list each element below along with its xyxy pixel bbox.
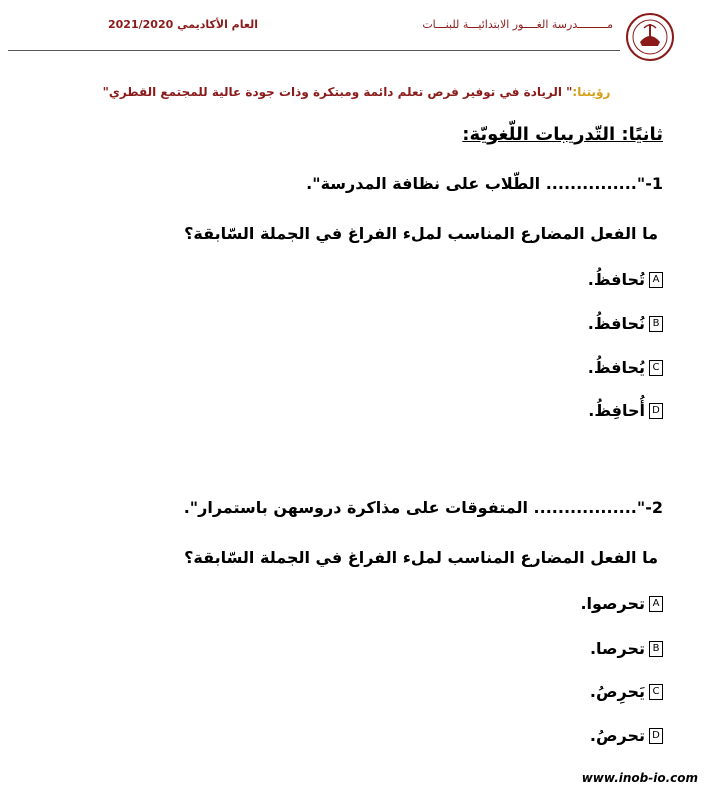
- option-letter-box[interactable]: D: [649, 403, 663, 419]
- question-1-prompt: ما الفعل المضارع المناسب لملء الفراغ في الجملة السّابقة؟: [184, 224, 658, 243]
- option-text: يُحافظُ.: [587, 358, 645, 377]
- school-name: مـــــــــدرسة الغــــور الابتدائيـــة للبنـــات: [422, 18, 613, 31]
- question-2-option-d[interactable]: [590, 726, 663, 745]
- question-2-option-a[interactable]: [580, 594, 663, 613]
- option-letter-box[interactable]: D: [649, 728, 663, 744]
- option-text: نُحافظُ.: [587, 314, 645, 333]
- option-text: تحرصا.: [589, 639, 645, 658]
- question-1-option-a[interactable]: [588, 270, 663, 289]
- option-text: أُحافِظُ.: [588, 401, 645, 420]
- vision-text: " الريادة في توفير فرص تعلم دائمة ومبتكرة وذات جودة عالية للمجتمع القطري": [102, 85, 573, 99]
- option-letter-box[interactable]: C: [649, 684, 663, 700]
- vision-label: رؤيتنا:: [572, 85, 611, 99]
- question-1-option-c[interactable]: [588, 358, 663, 377]
- page-header: [0, 0, 713, 55]
- header-divider: [8, 50, 620, 51]
- option-letter-box[interactable]: B: [649, 316, 663, 332]
- option-letter-box[interactable]: A: [649, 596, 663, 612]
- question-1-sentence: 1-"............... الطّلاب على نظافة المدرسة".: [306, 174, 663, 193]
- question-2-prompt: ما الفعل المضارع المناسب لملء الفراغ في الجملة السّابقة؟: [184, 548, 658, 567]
- question-1-option-b[interactable]: [588, 314, 663, 333]
- question-1-option-d[interactable]: [588, 401, 663, 420]
- question-2-sentence: 2-"................. المتفوقات على مذاكرة دروسهن باستمرار".: [183, 498, 663, 517]
- ministry-logo-icon: [625, 12, 675, 62]
- option-text: تحرصُ.: [589, 726, 645, 745]
- academic-year: العام الأكاديمي 2021/2020: [108, 18, 258, 31]
- option-text: تُحافظُ.: [587, 270, 645, 289]
- vision-statement: [0, 85, 713, 99]
- section-title: ثانيًا: التّدريبات اللّغويّة:: [462, 124, 663, 145]
- footer-url[interactable]: www.inob-io.com: [581, 771, 698, 785]
- option-text: يَحرِصُ.: [589, 682, 645, 701]
- option-text: تحرصوا.: [580, 594, 645, 613]
- question-2-option-b[interactable]: [590, 639, 663, 658]
- option-letter-box[interactable]: A: [649, 272, 663, 288]
- question-2-option-c[interactable]: [590, 682, 663, 701]
- option-letter-box[interactable]: B: [649, 641, 663, 657]
- option-letter-box[interactable]: C: [649, 360, 663, 376]
